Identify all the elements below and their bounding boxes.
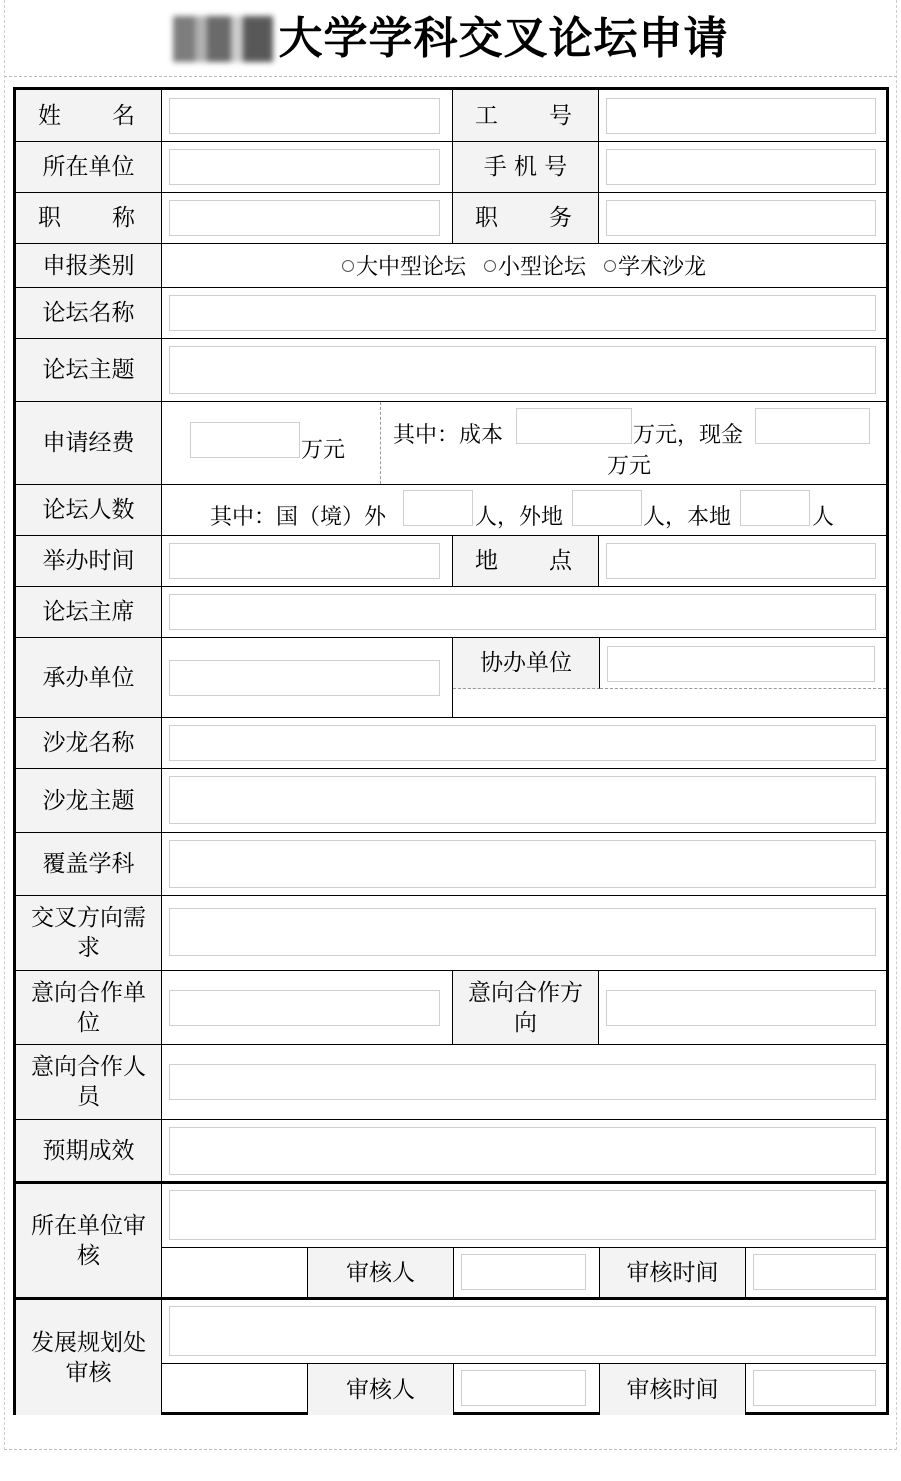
time-input[interactable]: [169, 543, 440, 579]
forum-name-input[interactable]: [169, 295, 876, 331]
category-option-large-forum[interactable]: 大中型论坛: [342, 250, 466, 281]
label-salon-topic: 沙龙主题: [16, 769, 162, 832]
salon-name-input[interactable]: [169, 725, 876, 761]
label-title: 职 称: [16, 193, 162, 243]
row-salon-name: [16, 718, 886, 769]
dev-review-input[interactable]: [169, 1306, 876, 1356]
row-unit-review: [16, 1184, 886, 1300]
label-coop-person: 意向合作人员: [16, 1045, 162, 1119]
participants-label-nonlocal: 人，外地: [475, 505, 564, 530]
coop-person-input[interactable]: [169, 1064, 876, 1100]
unit-reviewer-input[interactable]: [461, 1254, 586, 1290]
category-option-academic-salon[interactable]: 学术沙龙: [604, 250, 706, 281]
category-radio-group: [162, 244, 886, 287]
row-salon-topic: [16, 769, 886, 833]
dev-reviewer-input[interactable]: [461, 1370, 586, 1406]
form-title-area: [0, 6, 901, 72]
label-forum-topic: 论坛主题: [16, 339, 162, 401]
forum-topic-input[interactable]: [169, 346, 876, 394]
form-title: 大学学科交叉论坛申请: [278, 13, 729, 64]
label-expected: 预期成效: [16, 1120, 162, 1181]
label-dev-review: 发展规划处审核: [16, 1300, 162, 1415]
dev-review-time-input[interactable]: [753, 1370, 876, 1406]
label-dev-review-time: 审核时间: [600, 1364, 746, 1415]
label-chair: 论坛主席: [16, 587, 162, 637]
disciplines-input[interactable]: [169, 840, 876, 888]
mobile-input[interactable]: [606, 149, 876, 185]
label-mobile: 手 机 号: [452, 142, 599, 192]
row-dev-review: [16, 1300, 886, 1415]
label-disciplines: 覆盖学科: [16, 833, 162, 895]
unit-input[interactable]: [169, 149, 440, 185]
label-forum-name: 论坛名称: [16, 288, 162, 338]
page-edge-right: [896, 0, 897, 1450]
radio-circle-icon[interactable]: [604, 260, 616, 272]
label-coop-unit: 意向合作单位: [16, 971, 162, 1044]
title-input[interactable]: [169, 200, 440, 236]
staff-id-input[interactable]: [606, 98, 876, 134]
label-staff-id: 工 号: [452, 90, 599, 141]
category-option-small-forum[interactable]: 小型论坛: [484, 250, 586, 281]
label-salon-name: 沙龙名称: [16, 718, 162, 768]
location-input[interactable]: [606, 543, 876, 579]
page-edge-left: [4, 0, 5, 1450]
row-host: [16, 638, 886, 718]
funding-cost-input[interactable]: [516, 408, 632, 444]
co-host-unit-input[interactable]: [607, 646, 875, 682]
row-coop-person: [16, 1045, 886, 1120]
label-co-host-unit: 协办单位: [453, 638, 600, 689]
row-cross-needs: [16, 896, 886, 971]
funding-total-input[interactable]: [190, 422, 300, 458]
unit-review-input[interactable]: [169, 1190, 876, 1240]
row-chair: [16, 587, 886, 638]
name-input[interactable]: [169, 98, 440, 134]
row-funding: [16, 402, 886, 485]
radio-circle-icon[interactable]: [342, 260, 354, 272]
row-coop-unit: [16, 971, 886, 1045]
label-coop-direction: 意向合作方向: [452, 971, 599, 1044]
position-input[interactable]: [606, 200, 876, 236]
row-unit: [16, 142, 886, 193]
label-participants: 论坛人数: [16, 485, 162, 535]
unit-review-time-input[interactable]: [753, 1254, 876, 1290]
coop-unit-input[interactable]: [169, 990, 440, 1026]
participants-label-local: 人，本地: [643, 505, 732, 530]
row-forum-topic: [16, 339, 886, 402]
participants-nonlocal-input[interactable]: [572, 490, 642, 526]
label-unit-reviewer: 审核人: [308, 1248, 454, 1297]
participants-prefix: 其中：国（境）外: [210, 505, 387, 530]
radio-circle-icon[interactable]: [484, 260, 496, 272]
label-unit: 所在单位: [16, 142, 162, 192]
row-expected: [16, 1120, 886, 1184]
funding-cash-input[interactable]: [755, 408, 870, 444]
chair-input[interactable]: [169, 594, 876, 630]
row-participants: [16, 485, 886, 536]
participants-unit: 人: [812, 505, 835, 530]
funding-cash-unit: 万元: [607, 454, 652, 479]
expected-input[interactable]: [169, 1127, 876, 1175]
label-unit-review: 所在单位审核: [16, 1184, 162, 1297]
page-divider-bottom: [4, 1449, 897, 1450]
label-dev-reviewer: 审核人: [308, 1364, 454, 1415]
participants-local-input[interactable]: [740, 490, 810, 526]
salon-topic-input[interactable]: [169, 776, 876, 824]
participants-overseas-input[interactable]: [403, 490, 473, 526]
label-cross-needs: 交叉方向需求: [16, 896, 162, 970]
funding-breakdown-prefix: 其中：成本: [393, 423, 504, 448]
row-name: [16, 90, 886, 142]
funding-divider: [380, 402, 381, 484]
label-position: 职 务: [452, 193, 599, 243]
row-category: [16, 244, 886, 288]
obscured-university-name: [173, 16, 273, 62]
row-title: [16, 193, 886, 244]
label-name: 姓 名: [16, 90, 162, 141]
funding-cost-unit: 万元，现金: [633, 423, 744, 448]
label-location: 地 点: [452, 536, 599, 586]
coop-direction-input[interactable]: [606, 990, 876, 1026]
label-unit-review-time: 审核时间: [600, 1248, 746, 1297]
label-funding: 申请经费: [16, 402, 162, 484]
row-disciplines: [16, 833, 886, 896]
page-divider-top: [4, 76, 897, 77]
application-form: [13, 87, 889, 1415]
label-category: 申报类别: [16, 244, 162, 287]
funding-total-unit: 万元: [301, 438, 346, 463]
host-unit-input[interactable]: [169, 660, 440, 696]
row-time: [16, 536, 886, 587]
cross-needs-input[interactable]: [169, 908, 876, 956]
label-host-unit: 承办单位: [16, 638, 162, 717]
label-time: 举办时间: [16, 536, 162, 586]
row-forum-name: [16, 288, 886, 339]
